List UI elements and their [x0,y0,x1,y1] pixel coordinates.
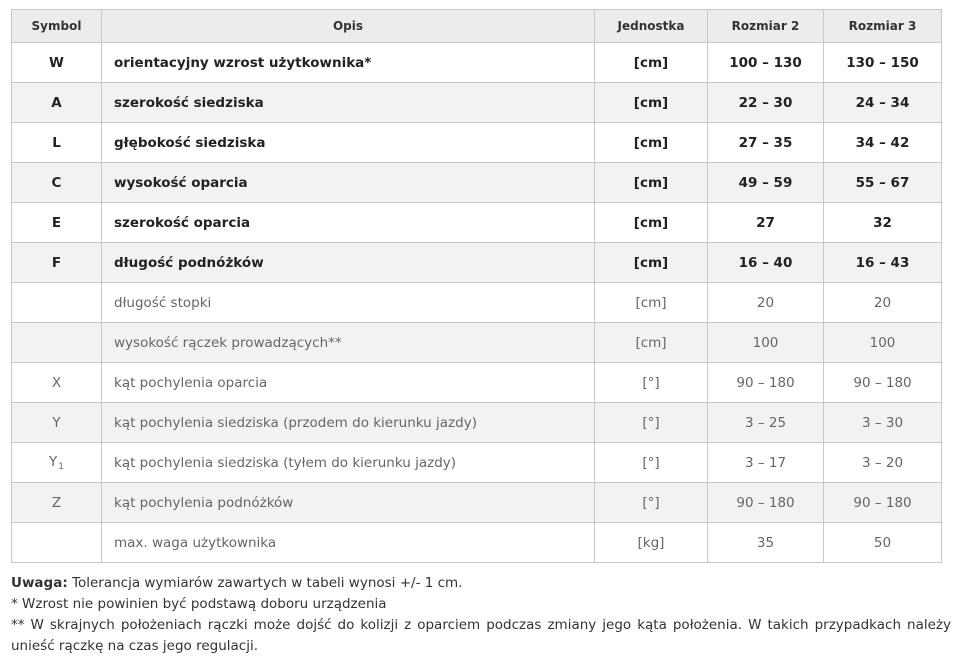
cell-opis: kąt pochylenia podnóżków [102,483,595,523]
cell-rozmiar-2: 90 – 180 [708,363,824,403]
cell-symbol: Z [12,483,102,523]
header-jednostka: Jednostka [595,10,708,43]
table-row [12,323,942,363]
cell-symbol [12,443,102,483]
cell-rozmiar-2: 27 – 35 [708,123,824,163]
header-symbol: Symbol [12,10,102,43]
cell-symbol [12,283,102,323]
cell-unit: [cm] [595,203,708,243]
cell-rozmiar-3: 100 [824,323,942,363]
header-rozmiar-2: Rozmiar 2 [708,10,824,43]
cell-opis: kąt pochylenia oparcia [102,363,595,403]
note-raczki: ** W skrajnych położeniach rączki może dojść do kolizji z oparciem podczas zmiany jego kąta położenia. W takich przypadkach należy unieść rączkę na czas jego regulacji. [11,617,951,654]
cell-symbol [12,523,102,563]
table-row [12,483,942,523]
cell-unit: [kg] [595,523,708,563]
cell-rozmiar-3: 16 – 43 [824,243,942,283]
table-row [12,163,942,203]
cell-unit: [°] [595,483,708,523]
uwaga-text: Tolerancja wymiarów zawartych w tabeli wynosi +/- 1 cm. [67,575,463,591]
symbol-letter: Y [49,453,58,470]
cell-unit: [cm] [595,43,708,83]
table-row [12,403,942,443]
note-wzrost: * Wzrost nie powinien być podstawą doboru urządzenia [11,596,387,612]
cell-unit: [cm] [595,323,708,363]
cell-symbol: X [12,363,102,403]
cell-rozmiar-3: 24 – 34 [824,83,942,123]
header-opis: Opis [102,10,595,43]
cell-opis: wysokość oparcia [102,163,595,203]
cell-symbol: E [12,203,102,243]
cell-rozmiar-3: 90 – 180 [824,483,942,523]
cell-symbol: C [12,163,102,203]
table-row [12,443,942,483]
cell-rozmiar-2: 90 – 180 [708,483,824,523]
cell-opis: szerokość siedziska [102,83,595,123]
cell-opis: kąt pochylenia siedziska (przodem do kierunku jazdy) [102,403,595,443]
cell-rozmiar-3: 34 – 42 [824,123,942,163]
note-uwaga [11,573,951,594]
cell-symbol [12,323,102,363]
table-row [12,43,942,83]
cell-rozmiar-3: 32 [824,203,942,243]
cell-unit: [cm] [595,123,708,163]
cell-unit: [°] [595,403,708,443]
cell-rozmiar-2: 22 – 30 [708,83,824,123]
cell-unit: [cm] [595,163,708,203]
cell-symbol: W [12,43,102,83]
table-row [12,363,942,403]
cell-symbol: F [12,243,102,283]
cell-opis: max. waga użytkownika [102,523,595,563]
spec-table [11,9,942,563]
cell-rozmiar-3: 130 – 150 [824,43,942,83]
cell-rozmiar-2: 35 [708,523,824,563]
symbol-subscript: 1 [58,461,64,472]
cell-rozmiar-2: 100 [708,323,824,363]
cell-unit: [cm] [595,283,708,323]
cell-rozmiar-3: 50 [824,523,942,563]
header-rozmiar-3: Rozmiar 3 [824,10,942,43]
cell-rozmiar-3: 3 – 20 [824,443,942,483]
table-row [12,123,942,163]
cell-opis: długość podnóżków [102,243,595,283]
cell-rozmiar-2: 20 [708,283,824,323]
cell-symbol: A [12,83,102,123]
cell-opis: głębokość siedziska [102,123,595,163]
table-row [12,83,942,123]
cell-rozmiar-2: 100 – 130 [708,43,824,83]
cell-opis: kąt pochylenia siedziska (tyłem do kierunku jazdy) [102,443,595,483]
table-row [12,523,942,563]
cell-opis: orientacyjny wzrost użytkownika* [102,43,595,83]
cell-rozmiar-3: 3 – 30 [824,403,942,443]
cell-opis: wysokość rączek prowadzących** [102,323,595,363]
cell-rozmiar-3: 55 – 67 [824,163,942,203]
notes [11,573,951,657]
cell-symbol: Y [12,403,102,443]
cell-rozmiar-3: 90 – 180 [824,363,942,403]
cell-symbol: L [12,123,102,163]
cell-unit: [cm] [595,83,708,123]
cell-rozmiar-2: 27 [708,203,824,243]
table-row [12,203,942,243]
table-row [12,243,942,283]
cell-unit: [°] [595,443,708,483]
cell-rozmiar-3: 20 [824,283,942,323]
cell-rozmiar-2: 49 – 59 [708,163,824,203]
uwaga-label: Uwaga: [11,575,68,591]
cell-unit: [cm] [595,243,708,283]
cell-unit: [°] [595,363,708,403]
table-row [12,283,942,323]
cell-rozmiar-2: 3 – 25 [708,403,824,443]
cell-rozmiar-2: 16 – 40 [708,243,824,283]
cell-opis: szerokość oparcia [102,203,595,243]
table-header-row [12,10,942,43]
cell-rozmiar-2: 3 – 17 [708,443,824,483]
cell-opis: długość stopki [102,283,595,323]
